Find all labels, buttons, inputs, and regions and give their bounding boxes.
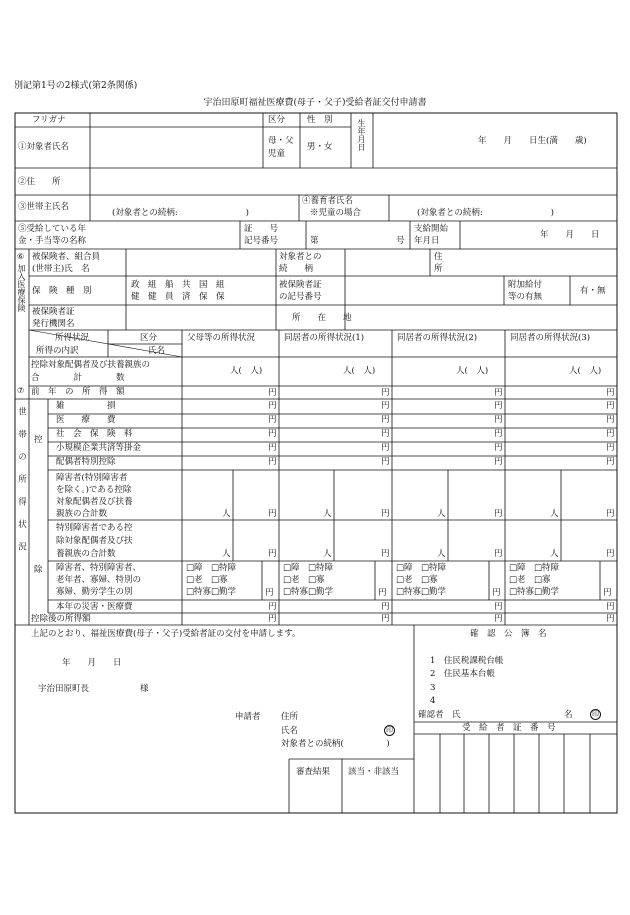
checker-name-label: 確認者 氏 [418, 710, 461, 720]
dependents-count-0[interactable]: 人( 人) [230, 366, 263, 376]
yen-mark: 円 [606, 415, 615, 425]
insured-label-2: (世帯主)氏 名 [32, 264, 90, 274]
nin-mark: 人 [550, 549, 559, 559]
application-date[interactable]: 年 月 日 [62, 658, 122, 668]
dob-value[interactable]: 年 月 日生(満 歳) [478, 136, 587, 146]
yen-mark: 円 [606, 401, 615, 411]
kubun-option-1[interactable]: 母・父 [268, 136, 294, 146]
yen-mark: 円 [268, 614, 277, 624]
yen-mark: 円 [494, 415, 503, 425]
sex-option[interactable]: 男・女 [307, 142, 333, 152]
dependents-count-2[interactable]: 人( 人) [456, 366, 489, 376]
applicant-label: 申請者 [235, 712, 261, 722]
yen-mark: 円 [381, 401, 390, 411]
address-label: ②住 所 [18, 177, 61, 187]
disabled-label-3: 対象配偶者及び扶養 [56, 497, 133, 507]
mayor-sama: 様 [140, 684, 149, 694]
yen-mark: 円 [606, 614, 615, 624]
registry-item-1: 1 住民税課税台帳 [430, 656, 504, 666]
start-label-2: 年月日 [414, 236, 440, 246]
issuer-label-2: 発行機関名 [32, 319, 75, 329]
guardian-note: ※児童の場合 [310, 208, 362, 218]
category-label-3: 寡婦、勤労学生の別 [56, 587, 133, 597]
form-title: 宇治田原町福祉医療費(母子・父子)受給者証交付申請書 [203, 98, 427, 108]
disabled-label-4: 親族の合計数 [56, 509, 108, 519]
applicant-address-label: 住所 [281, 712, 299, 722]
review-result-label: 審査結果 [296, 767, 331, 777]
special-disabled-label-1: 特別障害者である控 [56, 523, 133, 533]
disaster-label: 本年の災害・医療費 [56, 602, 133, 612]
dependents-count-3[interactable]: 人( 人) [569, 366, 602, 376]
yen-mark: 円 [381, 602, 390, 612]
yen-mark: 円 [494, 443, 503, 453]
furigana-label: フリガナ [32, 115, 66, 125]
yen-mark: 円 [378, 588, 387, 598]
nin-mark: 人 [222, 549, 231, 559]
start-label-1: 支給開始 [414, 224, 449, 234]
cert-go: 号 [396, 236, 405, 246]
column-header-0: 父母等の所得状況 [187, 333, 256, 343]
yen-mark: 円 [265, 588, 274, 598]
column-header-1: 同居者の所得状況(1) [284, 333, 365, 343]
yen-mark: 円 [381, 509, 390, 519]
kubun-label: 区分 [268, 115, 286, 125]
disabled-label-2: を除く。)である控除 [56, 485, 132, 495]
yen-mark: 円 [494, 549, 503, 559]
yen-mark: 円 [381, 429, 390, 439]
yen-mark: 円 [268, 602, 277, 612]
registry-item-2: 2 住民基本台帳 [430, 669, 495, 679]
additional-label-2: 等の有無 [508, 292, 543, 302]
additional-label-1: 附加給付 [508, 280, 543, 290]
registry-item-3: 3 [430, 683, 436, 693]
yen-mark: 円 [381, 388, 390, 398]
guardian-relation[interactable]: (対象者との続柄: ) [417, 208, 554, 218]
nin-mark: 人 [550, 509, 559, 519]
nin-mark: 人 [437, 549, 446, 559]
yen-mark: 円 [494, 388, 503, 398]
household-income-vertical: 世帯の所得状況 [16, 407, 27, 565]
guardian-label: ④養育者氏名 [302, 196, 354, 206]
dob-label: 生年月日 [357, 119, 366, 151]
nin-mark: 人 [437, 509, 446, 519]
registry-title: 確 認 公 簿 名 [470, 629, 547, 639]
address-label-2: 所 [434, 264, 443, 274]
item-iryohi: 医 療 費 [56, 415, 116, 425]
deduction-kou-label: 控 [34, 435, 43, 445]
income-status-label: 所得状況 [55, 333, 90, 343]
yen-mark: 円 [606, 602, 615, 612]
cert-no-label-1: 被保険者証 [279, 280, 322, 290]
category-label-1: 障害者、特別障害者、 [56, 563, 142, 573]
yen-mark: 円 [381, 443, 390, 453]
yen-mark: 円 [381, 549, 390, 559]
location-label: 所 在 地 [292, 313, 352, 323]
income-kubun-label: 区分 [140, 333, 158, 343]
yen-mark: 円 [494, 509, 503, 519]
cert-label-2: 記号番号 [244, 236, 279, 246]
relation-label-1: 対象者との [279, 252, 322, 262]
additional-option[interactable]: 有・無 [580, 286, 606, 296]
yen-mark: 円 [381, 457, 390, 467]
checkbox-row2-col2[interactable]: □老 □寡 [396, 575, 438, 585]
checkbox-row1-col0[interactable]: □障 □特障 [186, 563, 237, 573]
yen-mark: 円 [268, 388, 277, 398]
yen-mark: 円 [494, 429, 503, 439]
checkbox-row1-col2[interactable]: □障 □特障 [396, 563, 447, 573]
nin-mark: 人 [222, 509, 231, 519]
checkbox-row3-col1[interactable]: □特寡□勤学 [283, 587, 334, 597]
special-disabled-label-3: 養親族の合計数 [56, 549, 116, 559]
address-label-1: 住 [434, 252, 443, 262]
yen-mark: 円 [268, 457, 277, 467]
nin-mark: 人 [323, 509, 332, 519]
yen-mark: 円 [268, 549, 277, 559]
after-deduction-label: 控除後の所得額 [31, 614, 91, 624]
yen-mark: 円 [606, 457, 615, 467]
yen-mark: 円 [606, 549, 615, 559]
applicant-relation[interactable]: 対象者との続柄( ) [281, 739, 390, 749]
cert-dai: 第 [310, 236, 319, 246]
income-breakdown-label: 所得の内訳 [36, 346, 79, 356]
disabled-label-1: 障害者(特別障害者 [56, 473, 128, 483]
yen-mark: 円 [494, 602, 503, 612]
cert-no-label-2: の記号番号 [279, 292, 322, 302]
checkbox-row1-col1[interactable]: □障 □特障 [283, 563, 334, 573]
dependents-count-1[interactable]: 人( 人) [343, 366, 376, 376]
yen-mark: 円 [606, 388, 615, 398]
certificate-number-label: 受 給 者 証 番 号 [462, 723, 556, 733]
income-name-label: 氏名 [148, 346, 166, 356]
item-shakaihoken: 社 会 保 険 料 [56, 429, 133, 439]
prev-year-income-label: 前 年 の 所 得 額 [31, 387, 125, 397]
household-head-label: ③世帯主氏名 [18, 202, 70, 212]
yen-mark: 円 [492, 588, 501, 598]
review-result-options[interactable]: 該当・非該当 [348, 767, 400, 777]
special-disabled-label-2: 除対象配偶者及び扶 [56, 536, 133, 546]
yen-mark: 円 [606, 429, 615, 439]
checkbox-row2-col1[interactable]: □老 □寡 [283, 575, 325, 585]
yen-mark: 円 [494, 457, 503, 467]
yen-mark: 円 [268, 401, 277, 411]
yen-mark: 円 [268, 509, 277, 519]
insurance-vertical-label: 加入医療保険 [17, 264, 26, 312]
checkbox-row3-col0[interactable]: □特寡□勤学 [186, 587, 237, 597]
item-shokibo: 小規模企業共済等掛金 [56, 443, 142, 453]
form-number: 別記第1号の2様式(第2条関係) [14, 81, 138, 91]
yen-mark: 円 [606, 443, 615, 453]
yen-mark: 円 [381, 415, 390, 425]
column-header-3: 同居者の所得状況(3) [510, 333, 591, 343]
yen-mark: 円 [494, 401, 503, 411]
dependents-label-1: 控除対象配偶者及び扶養親族の [31, 360, 151, 370]
kubun-option-2[interactable]: 児童 [268, 149, 286, 159]
category-label-2: 老年者、寡婦、特別の [56, 575, 142, 585]
column-header-2: 同居者の所得状況(2) [397, 333, 478, 343]
cert-label-1: 証 号 [244, 224, 279, 234]
household-head-relation[interactable]: (対象者との続柄: ) [112, 208, 249, 218]
yen-mark: 円 [606, 509, 615, 519]
pension-label-2: 金・手当等の名称 [18, 236, 87, 246]
application-statement: 上記のとおり、福祉医療費(母子・父子)受給者証の交付を申請します。 [31, 629, 301, 639]
address-field[interactable] [92, 170, 614, 194]
pension-label-1: ⑤受給している年 [18, 224, 87, 234]
yen-mark: 円 [494, 614, 503, 624]
insurance-type-label: 保 険 種 別 [32, 286, 92, 296]
start-date[interactable]: 年 月 日 [540, 230, 600, 240]
applicant-name-label: 氏名 [281, 726, 299, 736]
mayor-label: 宇治田原町長 [38, 684, 90, 694]
yen-mark: 円 [268, 443, 277, 453]
section7-mark: ⑦ [17, 386, 25, 395]
insurance-types-row2[interactable]: 健 健 員 済 保 保 [131, 292, 225, 302]
deduction-jo-label: 除 [34, 565, 43, 575]
dependents-label-2: 合 計 数 [31, 373, 125, 383]
yen-mark: 円 [381, 614, 390, 624]
checkbox-row3-col2[interactable]: □特寡□勤学 [396, 587, 447, 597]
nin-mark: 人 [323, 549, 332, 559]
checker-mei: 名 [564, 710, 573, 720]
checkbox-row3-col3[interactable]: □特寡□勤学 [509, 587, 560, 597]
yen-mark: 円 [268, 429, 277, 439]
checkbox-row2-col3[interactable]: □老 □寡 [509, 575, 551, 585]
yen-mark: 円 [268, 415, 277, 425]
insured-label-1: 被保険者、組合員 [32, 252, 101, 262]
section6-mark: ⑥ [17, 252, 25, 261]
subject-name-field[interactable] [92, 128, 262, 167]
issuer-label-1: 被保険者証 [32, 307, 75, 317]
subject-name-label: ①対象者氏名 [18, 142, 70, 152]
yen-mark: 円 [603, 588, 612, 598]
checkbox-row2-col0[interactable]: □老 □寡 [186, 575, 228, 585]
checkbox-row1-col3[interactable]: □障 □特障 [509, 563, 560, 573]
relation-label-2: 続 柄 [279, 264, 314, 274]
item-zasson: 雑 損 [56, 401, 116, 411]
applicant-seal: 印 [386, 726, 393, 734]
checker-seal: 印 [592, 710, 599, 718]
sex-label: 性 別 [307, 115, 333, 125]
item-haigusha: 配偶者特別控除 [56, 457, 116, 467]
registry-item-4: 4 [430, 696, 436, 706]
insurance-types-row1[interactable]: 政 組 船 共 国 組 [131, 280, 225, 290]
